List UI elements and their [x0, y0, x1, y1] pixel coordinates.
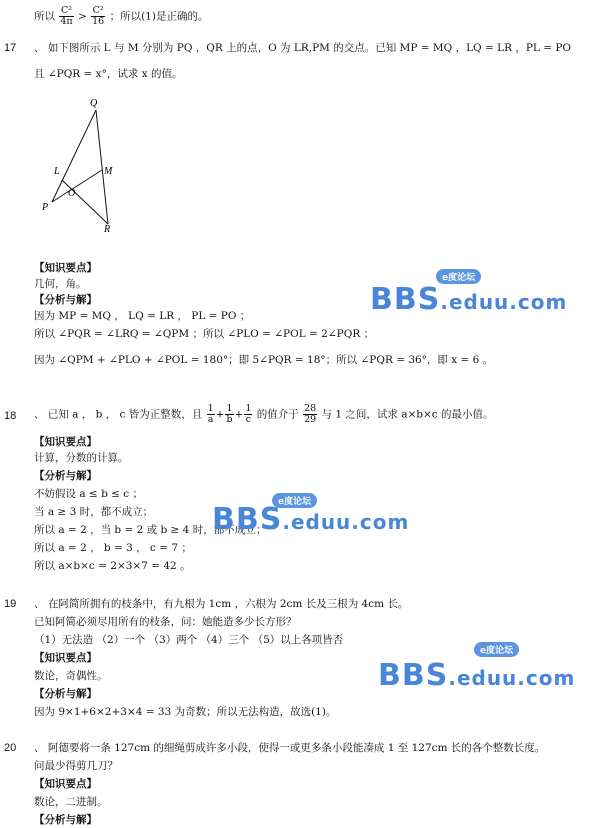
p16-conclusion: 所以 $\frac{\text{C²}}{4\pi}$ > $\frac{\text{C²}}{16}$ ；所以(1)是正确的。 [34, 5, 209, 27]
label-l: L [54, 166, 60, 177]
label-p: P [42, 202, 49, 213]
fraction-c2-4pi: $\frac{\text{C²}}{4\pi}$ [60, 5, 73, 27]
q18-knowledge-heading: 【知识要点】 [34, 436, 97, 448]
label-o: O [68, 188, 76, 199]
q18-analysis-line-5: 所以 a×b×c = 2×3×7 = 42 。 [34, 560, 191, 572]
question-number-19: 19 [4, 598, 17, 610]
watermark-logo-1: BBS.eduu.com [370, 282, 568, 317]
fraction-1-over-a: $\frac{1}{a}$ [207, 403, 214, 425]
q20-knowledge-heading: 【知识要点】 [34, 778, 97, 790]
q18-knowledge-body: 计算，分数的计算。 [34, 452, 129, 464]
q20-knowledge-body: 数论，二进制。 [34, 796, 108, 808]
q18-analysis-heading: 【分析与解】 [34, 470, 97, 482]
fraction-1-over-c: $\frac{1}{c}$ [245, 403, 252, 425]
q17-analysis-heading: 【分析与解】 [34, 294, 97, 306]
q20-statement-2: 问最少得剪几刀？ [34, 760, 118, 772]
fraction-1-over-b: $\frac{1}{b}$ [226, 403, 233, 425]
q19-statement-2: 已知阿简必须尽用所有的枝条，问：她能造多少长方形？ [34, 616, 297, 628]
q17-statement-1: 、 如下图所示 L 与 M 分别为 PQ ，QR 上的点，O 为 LR,PM 的交点。已知 MP = MQ ，LQ = LR ，PL = PO [34, 42, 572, 54]
q17-knowledge-heading: 【知识要点】 [34, 262, 97, 274]
q20-statement-1: 、 阿德要将一条 127cm 的细绳剪成许多小段，使得一或更多条小段能凑成 1 至 127cm 长的各个整数长度。 [34, 742, 546, 754]
q17-analysis-line-2: 所以 ∠PQR = ∠LRQ = ∠QPM ；所以 ∠PLO = ∠POL = 2∠PQR ； [34, 328, 375, 340]
q17-analysis-line-3: 因为 ∠QPM + ∠PLO + ∠POL = 180°；即 5∠PQR = 18°；所以 ∠PQR = 36°，即 x = 6 。 [34, 354, 494, 366]
q18-analysis-line-1: 不妨假设 a ≤ b ≤ c ； [34, 488, 143, 500]
question-number-18: 18 [4, 410, 17, 422]
watermark-tag-3: e度论坛 [474, 642, 519, 657]
watermark-tag-2: e度论坛 [272, 493, 317, 508]
q17-analysis-line-1: 因为 MP = MQ ， LQ = LR ， PL = PO ； [34, 310, 251, 322]
q17-triangle-figure [40, 92, 140, 232]
q17-knowledge-body: 几何，角。 [34, 278, 87, 290]
q17-statement-2: 且 ∠PQR = x°，试求 x 的值。 [34, 68, 183, 80]
label-m: M [104, 166, 113, 177]
question-number-20: 20 [4, 742, 17, 754]
fraction-28-29: $\frac{28}{29}$ [304, 403, 317, 425]
q19-analysis-line-1: 因为 9×1+6×2+3×4 = 33 为奇数；所以无法构造，故选(1)。 [34, 706, 337, 718]
label-r: R [104, 224, 111, 232]
q19-analysis-heading: 【分析与解】 [34, 688, 97, 700]
watermark-logo-2: BBS.eduu.com [212, 502, 410, 537]
q19-statement-1: 、 在阿简所拥有的枝条中，有九根为 1cm ，六根为 2cm 长及三根为 4cm 长。 [34, 598, 409, 610]
q18-analysis-line-2: 当 a ≥ 3 时，都不成立； [34, 506, 154, 518]
q20-analysis-heading: 【分析与解】 [34, 814, 97, 826]
q18-analysis-line-3: 所以 a = 2 ，当 b = 2 或 b ≥ 4 时，都不成立； [34, 524, 267, 536]
q19-knowledge-body: 数论，奇偶性。 [34, 670, 108, 682]
watermark-tag-1: e度论坛 [436, 269, 481, 284]
q18-statement: 、 已知 a ， b ， c 皆为正整数，且 $\frac{1}{a}$ + $\frac{1}{b}$ + $\frac{1}{c}$ 的值介于 $\frac{28}{29}$ 与 1 之间，试求 a×b×c 的最小值。 [34, 403, 494, 425]
question-number-17: 17 [4, 42, 17, 54]
q19-knowledge-heading: 【知识要点】 [34, 652, 97, 664]
watermark-logo-3: BBS.eduu.com [378, 658, 576, 693]
q19-options: （1）无法造 （2）一个 （3）两个 （4）三个 （5）以上各项皆否 [34, 634, 344, 646]
fraction-c2-16: $\frac{\text{C²}}{16}$ [92, 5, 105, 27]
q18-analysis-line-4: 所以 a = 2 ， b = 3 ， c = 7 ； [34, 542, 192, 554]
label-q: Q [90, 98, 98, 109]
